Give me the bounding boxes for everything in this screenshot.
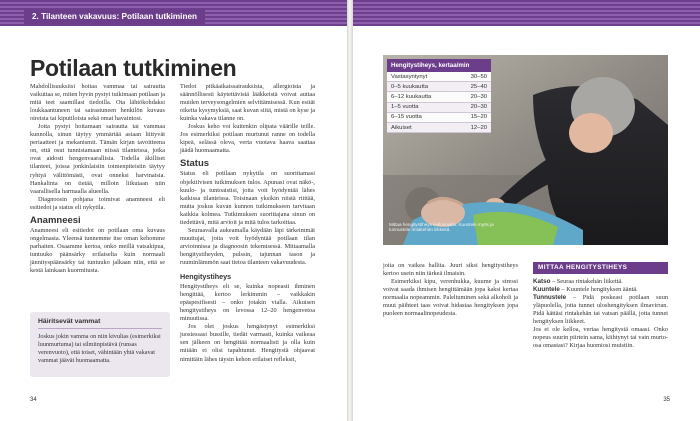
measure-item bbox=[533, 286, 668, 294]
table-row bbox=[387, 103, 491, 113]
page-number-right: 35 bbox=[663, 397, 670, 403]
right-column-1 bbox=[383, 262, 518, 318]
measure-item: Jos ei ole kelloa, vertaa hengitystä omaasi. Onko nopeus suurin piirtein sama, kiihtynyt tai vain murto-osa omastasi? Kirjaa huomiosi muistiin. bbox=[533, 326, 668, 350]
table-cell-label: 0–5 kuukautta bbox=[391, 83, 429, 90]
right-column-2 bbox=[533, 262, 668, 350]
measure-item-text: – Seuraa rintakehän liikettä. bbox=[550, 278, 623, 286]
heading-hengitystiheys: Hengitystiheys bbox=[180, 272, 232, 282]
left-column-1 bbox=[30, 83, 165, 275]
paragraph: Seuraavalla aukeamalla käydään läpi tärkeimmät muuttujat, joita voit hyödyntää potilaan tilan arvioinnissa ja diagnoosin tekemisessä. Mittaamalla hengitystiheyden, pulssin, tajunnan tason ja ruuminlämmön saat tietoa tilanteen vakavuudesta. bbox=[180, 226, 315, 266]
photo-breathing-check bbox=[383, 55, 668, 245]
table-row bbox=[387, 72, 491, 82]
page-title: Potilaan tutkiminen bbox=[30, 55, 237, 81]
breathing-rate-table bbox=[387, 59, 491, 133]
divider bbox=[38, 328, 162, 329]
measure-item-text: – Pidä poskeasi potilaan suun yläpuolella, jotta tunnet uloshengityksen ilmavirran. Pidä kättäsi rintakehän tai vatsan päällä, jotta tunnet hengityksen liikkeet. bbox=[533, 294, 668, 326]
measure-item-label: Tunnustele bbox=[533, 294, 567, 302]
photo-caption: Mittaa hengitystiheys kellonajalla. Kuuntele myös ja tunnustele rintakehän liikkeitä. bbox=[389, 221, 494, 233]
heading-anamneesi: Anamneesi bbox=[30, 214, 81, 226]
measure-item-label: Kuuntele bbox=[533, 286, 560, 294]
table-cell-label: Vastasyntynyt bbox=[391, 73, 428, 80]
left-page bbox=[0, 0, 347, 421]
paragraph: Jos olet joskus hengästynyt esimerkiksi juostessasi bussille, tiedät varmasti, kuinka vaikeaa sen jälkeen on hengittää normaalisti ja olla kuin mitään ei olisi tapahtunut. Hengitystä ohjaavat nimittäin lähes täysin kehon erilaiset refleksit, bbox=[180, 323, 315, 363]
table-cell-label: Aikuiset bbox=[391, 124, 412, 131]
paragraph: Jotta pystyt hoitamaan sairautta tai vammaa kunnolla, sinun täytyy ymmärtää asiaan liittyvät periaatteet ja mekanismit. Tämän kirjan tavoitteena on, että osut tunnistamaan niissä tilanteissa, jotka ovat aidosti hengenvaarallisia. Todella äkilliset tilanteet, joissa jonkinlaisiin toimenpiteisiin täytyy ryhtyä välittömästi, ovat onneksi harvinaisia. Hankalinta on tietää, milloin liikutaan niin vaarallisella harmaalla alueella. bbox=[30, 123, 165, 195]
paragraph: Diagnoosin pohjana toimivat anamneesi eli esitiedot ja status eli nykytila. bbox=[30, 195, 165, 211]
paragraph: Esimerkiksi kipu, verenhukka, kuume ja stressi voivat saada ihmisen hengittämään jopa kaksi kertaa normaalia nopeammin. Paleltuminen sekä alkoholi ja muut päihteet taas voivat hidastaa hengityksen jopa puoleen normaalinopeudesta. bbox=[383, 278, 518, 318]
measure-box-header: MITTAA HENGITYSTIHEYS bbox=[533, 262, 668, 274]
paragraph: Status eli potilaan nykytila on suorittamasi objektiivisen tutkimuksen tulos. Apunasi ovat näkö-, kuulo- ja tuntoaistisi, joita voit hyödyntää lähes kaikissa tilanteissa. Toisinaan yksikin niistä riittää, mutta joskus kuvan kunnon tutkimukseen tarvitaan kaikkia kolmea. Tutkimuksen suorittajana sinun on tiedettävä, mitä arvioit ja mitä tulos tarkoittaa. bbox=[180, 170, 315, 226]
table-cell-value: 25–40 bbox=[470, 83, 487, 90]
table-row bbox=[387, 113, 491, 123]
table-cell-value: 20–30 bbox=[470, 104, 487, 111]
measure-item bbox=[533, 278, 668, 286]
info-box-text: Joskus jokin vamma on niin kivulias (esimerkiksi luunmurtuma) tai silmiinpistävä (runsas verenvuoto), että toiset, vähintään yhtä vakavat vammat jäävät huomaamatta. bbox=[38, 333, 161, 364]
paragraph: joita on vaikea hallita. Juuri siksi hengitystiheys kertoo usein niin tärkeä ilmaisin. bbox=[383, 262, 518, 278]
paragraph: Joskus keho voi kuitenkin olipata väärille teille. Jos esimerkiksi potilaan murtunut ranne on todella kipeä, selässä oleva, verta vuotava haava saattaa jäädä huomaamatta. bbox=[180, 123, 315, 155]
table-cell-value: 30–50 bbox=[470, 73, 487, 80]
left-column-2 bbox=[180, 83, 315, 364]
chapter-header: 2. Tilanteen vakavuus: Potilaan tutkiminen bbox=[24, 9, 205, 24]
table-cell-label: 6–15 vuotta bbox=[391, 114, 422, 121]
table-header: Hengitystiheys, kertaa/min bbox=[387, 59, 491, 72]
table-cell-value: 12–20 bbox=[470, 124, 487, 131]
measure-item-text: – Kuuntele hengityksen ääntä. bbox=[559, 286, 638, 294]
table-row bbox=[387, 123, 491, 133]
header-stripes bbox=[353, 0, 700, 26]
paragraph: Hengitystiheys eli se, kuinka nopeasti ihminen hengittää, kertoo lerkimmin – vaikkakin epäspesifisesti – onko jotakin vialla. Aikuisen hengitystiheys on levossa 12–20 hengenvetoa minuutissa. bbox=[180, 283, 315, 323]
table-row bbox=[387, 82, 491, 92]
paragraph: Mahdollisuuksiisi hoitaa vammaa tai sairautta vaikuttaa se, miten hyvin pystyt tutkimaan potilaan ja mitä teet saamillasi tiedoilla. Ota lähtökohdaksi loukkaantuneen tai sairastuneen henkilön kuvaus oireista tai kiputiloista sekä omat havaintosi. bbox=[30, 83, 166, 123]
info-box-title: Häiritsevät vammat bbox=[38, 318, 101, 325]
measure-item bbox=[533, 294, 668, 326]
table-cell-value: 15–20 bbox=[470, 114, 487, 121]
info-box bbox=[30, 312, 170, 377]
table-row bbox=[387, 92, 491, 102]
paragraph: Tiedot pitkäaikaissairauksista, allergioista ja säännöllisesti käytettävistä lääkkeistä voivat auttaa muiden terveysongelmien selvittämisessä. Kun esität oikeita kysymyksiä, saat kuvan siitä, mistä on kyse ja kuinka vakava tilanne on. bbox=[180, 83, 315, 123]
page-number-left: 34 bbox=[30, 397, 37, 403]
measure-item-label: Katso bbox=[533, 278, 551, 286]
table-cell-value: 20–30 bbox=[470, 93, 487, 100]
heading-status: Status bbox=[180, 158, 210, 170]
right-page bbox=[353, 0, 700, 421]
table-cell-label: 6–12 kuukautta bbox=[391, 93, 432, 100]
paragraph: Anamneesi eli esitiedot on potilaan oma kuvaus ongelmasta. Yleensä tunnemme itse oman kehomme parhaiten. Osaamme kertoa, onko meillä vatsakipua, tuntuuko päänsärky erilaiselta kuin normaali jännityspäänsärky tai tuntuuko jalkaan niin, että se kestä lainkaan kuormitusta. bbox=[30, 226, 165, 275]
table-cell-label: 1–5 vuotta bbox=[391, 104, 419, 111]
